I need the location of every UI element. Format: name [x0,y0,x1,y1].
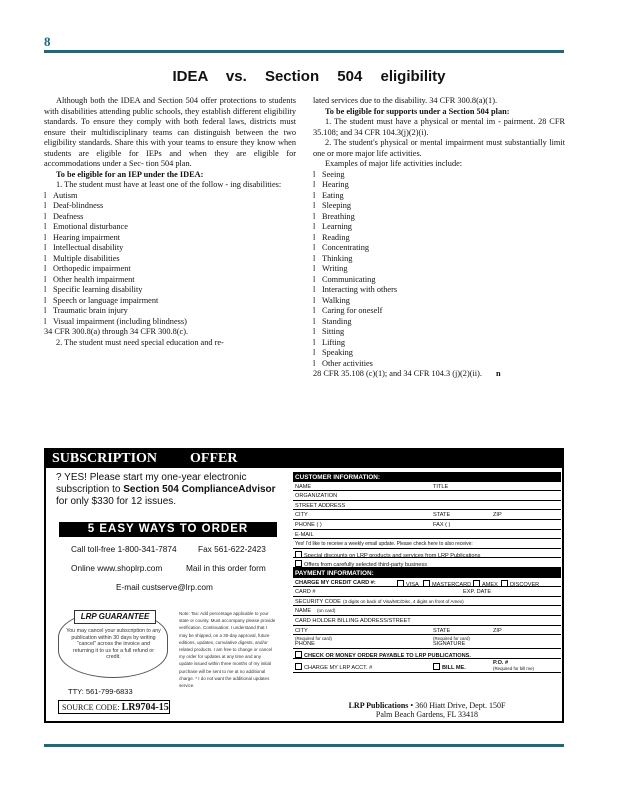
bullet-mark: l [44,222,47,231]
list-item [44,285,296,296]
state-label: STATE [433,512,451,519]
list-item [44,191,296,202]
bullet-mark: l [313,264,316,273]
bullet-mark: l [44,274,47,284]
account-billme-row[interactable] [293,659,561,673]
bullet-mark: l [313,306,316,315]
list-item-text: Hearing [322,180,349,189]
publisher-city: Palm Beach Gardens, FL 33418 [375,710,479,719]
billing-address-label: CARD HOLDER BILLING ADDRESS/STREET [295,617,411,624]
list-item-text: Eating [322,190,344,200]
list-item-text: Other activities [322,358,373,368]
card-number-label: CARD # [295,589,316,596]
billing-city-row[interactable] [293,626,561,636]
list-item [313,327,565,338]
list-item [313,348,565,359]
list-item-text: Interacting with others [322,285,398,294]
phone-signature-row[interactable] [293,635,561,649]
list-item [313,296,565,307]
exp-date-label: EXP. DATE [463,589,492,596]
check-option-row[interactable] [293,649,561,659]
offer-description: Please start my one-year electronic subscription to [56,472,247,495]
left-column [44,96,296,348]
bullet-mark: l [44,190,47,200]
end-mark: n [496,369,501,378]
list-item-text: Breathing [322,211,355,221]
bullet-mark: l [44,295,47,305]
list-item [313,233,565,244]
bullet-mark: l [313,190,316,200]
credit-card-row [293,578,561,588]
po-label: P.O. # [493,659,509,666]
bullet-mark: l [44,243,47,252]
bullet-mark: l [44,306,47,315]
bullet-mark: l [313,180,316,189]
phone-row[interactable] [293,520,561,530]
list-item-text: Reading [322,232,350,242]
checkbox[interactable] [397,580,404,587]
bullet-mark: l [313,169,316,179]
checkbox[interactable] [295,663,302,670]
bullet-mark: l [313,358,316,368]
idea-criterion-1: 1. The student must have at least one of the follow - ing disabilities: [56,180,282,189]
mail-order: Mail in this order form [186,563,266,573]
idea-heading: To be eligible for an IEP under the IDEA: [56,169,204,179]
section504-criterion-2: 2. The student's physical or mental impairment must substantially limit one or more major life activities. [313,138,565,158]
lrp-account-label: CHARGE MY LRP ACCT. # [304,664,373,671]
email-note-row [293,539,561,549]
list-item-text: Visual impairment (including blindness) [53,316,187,326]
bullet-mark: l [44,264,47,273]
offer-text [56,472,276,508]
opt-discounts-row[interactable] [293,549,561,559]
idea-criterion-2: 2. The student must need special education and re- [56,337,224,347]
bullet-mark: l [44,201,47,210]
list-item [313,222,565,233]
publisher-address [293,701,561,719]
street-label: STREET ADDRESS [295,502,346,509]
publisher-name: LRP Publications [348,701,409,710]
list-item [44,275,296,286]
discover-option[interactable]: DISCOVER [510,581,540,588]
organization-row[interactable] [293,491,561,501]
list-item [313,275,565,286]
list-item [313,359,565,370]
bullet-mark: l [313,222,316,231]
list-item [313,285,565,296]
tty-number: TTY: 561-799-6833 [68,687,133,696]
phone-required-note: (Required for card) [295,636,332,642]
email-link[interactable]: E-mail custserve@lrp.com [116,582,213,592]
charge-card-label: CHARGE MY CREDIT CARD #: [295,579,376,586]
bullet-mark: l [44,211,47,221]
top-rule [44,50,564,53]
list-item [313,264,565,275]
guarantee-text: You may cancel your subscription to any publication within 30 days by writing "cancel" across the invoice and returning it to us for a full refund or credit. [66,628,161,661]
idea-criterion-2-continued: lated services due to the disability. 34 CFR 300.8(a)(1). [313,96,498,105]
list-item-text: Standing [322,316,352,326]
list-item-text: Caring for oneself [322,306,383,315]
yes-checkbox-label[interactable]: ? YES! [56,472,87,483]
list-item [313,212,565,223]
bullet-mark: l [44,253,47,263]
opt-thirdparty-row[interactable] [293,558,561,568]
list-item [313,338,565,349]
section504-criterion-1: 1. The student must have a physical or mental im - pairment. 28 CFR 35.108; and 34 CFR 104.3(j)(2)(i). [313,117,565,137]
list-item-text: Seeing [322,169,345,179]
street-row[interactable] [293,501,561,511]
life-activities-list [313,170,565,370]
bullet-mark: l [313,295,316,305]
bullet-mark: l [313,232,316,242]
email-row[interactable] [293,530,561,540]
payment-info-header [293,568,561,578]
life-activities-intro: Examples of major life activities include: [325,159,463,168]
list-item [313,201,565,212]
checkbox[interactable] [501,580,508,587]
subscription-header-left: SUBSCRIPTION [52,451,158,466]
list-item-text: Lifting [322,337,346,347]
list-item-text: Speech or language impairment [53,295,159,305]
source-code-box [58,700,170,714]
bullet-mark: l [313,285,316,294]
billing-state-label: STATE [433,627,451,634]
intro-paragraph: Although both the IDEA and Section 504 offer protections to students with disabilities attending public schools, they establish different eligibility standards. To ensure they comply with both federal laws, districts must ensure their multidisciplinary teams can distinguish between the two eligibility standards. Share this with your teams to ensure they know when students are eligible for IEPs and when they are eligible for accommodations under a Sec- tion 504 plan. [44,96,296,168]
billing-phone-label: PHONE [295,641,315,648]
list-item-text: Specific learning disability [53,285,143,294]
list-item [44,222,296,233]
security-code-note: (3 digits on back of Visa/MC/Disc, 4 digits on front of Amex) [343,598,464,604]
list-item [44,212,296,223]
right-column [313,96,565,380]
signature-required-note: (Required for card) [433,636,470,642]
section504-citation [313,369,565,380]
mastercard-option[interactable]: MASTERCARD [432,581,472,588]
billing-zip-label: ZIP [493,627,502,634]
security-code-label: SECURITY CODE [295,598,341,605]
bottom-rule [44,744,564,747]
list-item-text: Multiple disabilities [53,253,120,263]
source-code-value: LR9704-15 [121,702,169,713]
list-item [44,233,296,244]
list-item-text: Orthopedic impairment [53,264,131,273]
list-item [313,306,565,317]
po-note: (Required for bill me) [493,665,534,671]
bullet-mark: l [313,348,316,357]
name-label: NAME [295,483,312,490]
list-item [44,296,296,307]
list-item [44,201,296,212]
list-item-text: Thinking [322,253,353,263]
list-item-text: Intellectual disability [53,243,124,252]
bullet-mark: l [313,243,316,252]
checkbox[interactable] [473,580,480,587]
billing-city-label: CITY [295,627,308,634]
fax-number: Fax 561-622-2423 [198,544,266,554]
list-item-text: Sleeping [322,201,352,210]
customer-info-label: CUSTOMER INFORMATION: [295,474,380,481]
visa-option[interactable]: VISA [406,581,419,588]
subscription-offer-box [44,448,564,723]
card-name-row[interactable] [293,606,561,616]
online-link[interactable]: Online www.shoplrp.com [71,563,163,573]
page-number: 8 [44,34,51,49]
bullet-mark: l [44,316,47,326]
bullet-mark: l [313,327,316,336]
bill-me-label: BILL ME. [442,664,466,671]
checkbox[interactable] [295,651,302,658]
publisher-street: • 360 Hiatt Drive, Dept. 150F [410,701,506,710]
list-item-text: Sitting [322,327,345,336]
list-item-text: Learning [322,222,352,231]
checkbox[interactable] [295,560,302,567]
checkbox[interactable] [433,663,440,670]
check-money-order-label: CHECK OR MONEY ORDER PAYABLE TO LRP PUBLICATIONS. [304,653,471,660]
guarantee-title: LRP GUARANTEE [74,610,156,624]
checkbox[interactable] [295,551,302,558]
order-form [293,472,561,673]
list-item-text: Communicating [322,274,376,284]
list-item [44,306,296,317]
list-item-text: Emotional disturbance [53,222,128,231]
email-label: E-MAIL [295,531,314,538]
signature-label: SIGNATURE [433,641,466,648]
list-item [44,254,296,265]
security-code-row[interactable] [293,597,561,607]
organization-label: ORGANIZATION [295,493,338,500]
list-item [44,317,296,328]
subscription-header-right: OFFER [190,451,238,466]
list-item [313,170,565,181]
bullet-mark: l [313,274,316,284]
opt-discounts-label: Special discounts on LRP products and services from LRP Publications [304,552,481,559]
list-item-text: Speaking [322,348,353,357]
call-tollfree: Call toll-free 1-800-341-7874 [71,544,177,554]
bullet-mark: l [313,211,316,221]
article-title: IDEA vs. Section 504 eligibility [172,68,446,85]
bullet-mark: l [313,201,316,210]
list-item-text: Concentrating [322,243,370,252]
source-code-label: SOURCE CODE: [62,703,120,712]
list-item-text: Other health impairment [53,274,135,284]
bullet-mark: l [313,253,316,263]
opt-thirdparty-label: Offers from carefully selected third-party business [304,562,428,569]
card-name-label: NAME [295,608,312,615]
name-row[interactable] [293,482,561,492]
phone-label: PHONE ( ) [295,521,322,528]
fine-print: Note: Tax: Add percentage applicable to your state or county. Must accompany please provide verification. Continuation: I understand that I may be shipped, on a 30-day approval, future editions, updates, cumulative digests, and/or related products. I am free to change or cancel my order for updates at any time and any update issued within three months of my initial purchase will be sent to me at no additional charge. * I do not want the additional updates service. [179,611,276,689]
zip-label: ZIP [493,512,502,519]
amex-option[interactable]: AMEX [482,581,498,588]
title-label: TITLE [433,483,449,490]
offer-price: for only $330 for 12 issues. [56,496,177,507]
bullet-mark: l [313,316,316,326]
card-number-row[interactable] [293,587,561,597]
list-item-text: Autism [53,190,78,200]
list-item [44,243,296,254]
disability-list [44,191,296,328]
order-ways-title: 5 EASY WAYS TO ORDER [59,522,277,537]
list-item [313,254,565,265]
customer-info-header [293,472,561,482]
billing-address-row[interactable] [293,616,561,626]
bullet-mark: l [313,337,316,347]
list-item [313,317,565,328]
list-item-text: Hearing impairment [53,232,121,242]
checkbox[interactable] [423,580,430,587]
city-row[interactable] [293,510,561,520]
product-name: Section 504 ComplianceAdvisor [123,484,276,495]
bullet-mark: l [44,232,47,242]
list-item [313,180,565,191]
list-item-text: Deaf-blindness [53,201,104,210]
section504-citation-text: 28 CFR 35.108 (c)(1); and 34 CFR 104.3 (j)(2)(ii). [313,369,482,378]
list-item [313,243,565,254]
list-item-text: Writing [322,264,348,273]
payment-info-label: PAYMENT INFORMATION: [295,569,374,577]
section504-heading: To be eligible for supports under a Section 504 plan: [325,106,510,116]
list-item-text: Walking [322,295,350,305]
email-note: Yes! I'd like to receive a weekly email update. Please check here to also receive: [295,541,473,548]
subscription-header [46,450,562,468]
idea-citation: 34 CFR 300.8(a) through 34 CFR 300.8(c). [44,327,189,336]
list-item [44,264,296,275]
list-item-text: Traumatic brain injury [53,306,128,315]
list-item-text: Deafness [53,211,84,221]
city-label: CITY [295,512,308,519]
bullet-mark: l [44,285,47,294]
card-name-note: (on card) [317,608,336,614]
list-item [313,191,565,202]
fax-label: FAX ( ) [433,521,451,528]
